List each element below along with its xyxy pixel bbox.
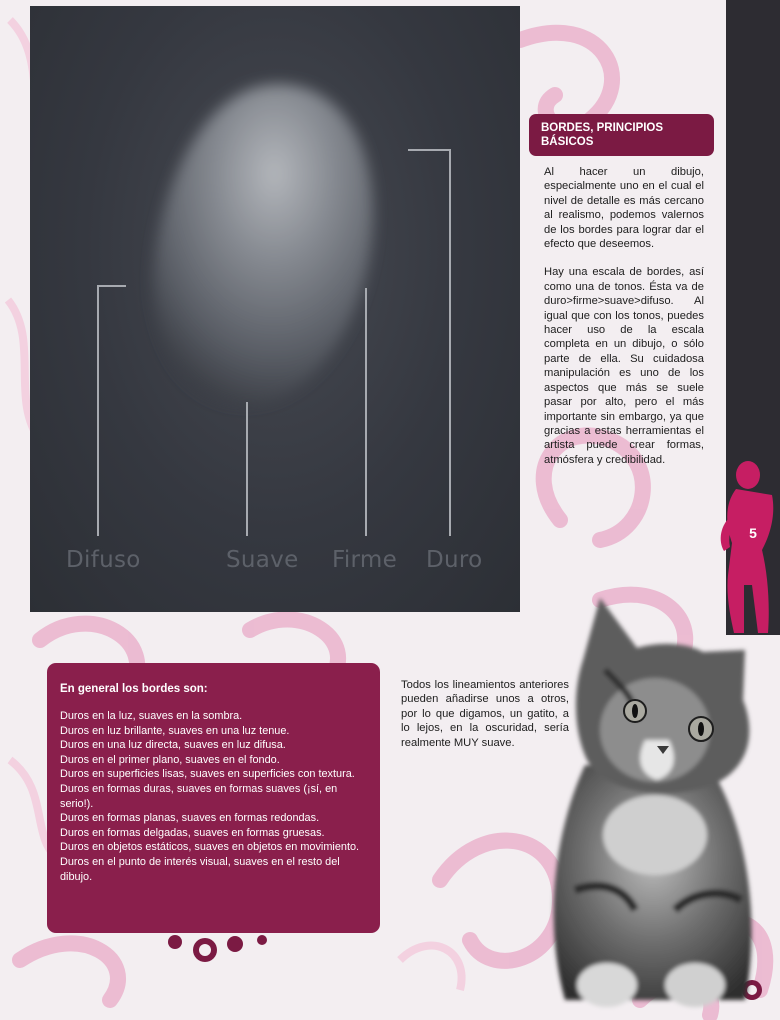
sidebar-body	[544, 165, 704, 481]
edge-label-difuso: Difuso	[66, 547, 141, 573]
list-item: Duros en formas duras, suaves en formas suaves (¡sí, en serio!).	[60, 782, 338, 810]
egg-shape	[153, 84, 373, 404]
kitten-caption: Todos los lineamientos anteriores pueden añadirse unos a otros, por lo que digamos, un gatito, a lo lejos, en la oscuridad, sería realmente MUY suave.	[401, 679, 569, 749]
page-number: 5	[749, 525, 757, 541]
list-item: Duros en superficies lisas, suaves en superficies con textura.	[60, 768, 355, 781]
list-item: Duros en una luz directa, suaves en luz difusa.	[60, 739, 286, 752]
duro-marker-line	[408, 150, 450, 536]
kitten-illustration-icon	[545, 590, 780, 1015]
list-item: Duros en luz brillante, suaves en una luz tenue.	[60, 724, 290, 737]
edge-label-firme: Firme	[332, 547, 398, 573]
edges-list-box	[47, 663, 380, 933]
list-item: Duros en formas planas, suaves en formas redondas.	[60, 812, 320, 825]
egg-drawing	[30, 6, 520, 612]
list-item: Duros en el primer plano, suaves en el fondo.	[60, 753, 280, 766]
list-item: Duros en la luz, suaves en la sombra.	[60, 710, 243, 722]
sidebar-paragraph-2: Hay una escala de bordes, así como una de tonos. Ésta va de duro>firme>suave>difuso. Al igual que con los tonos, puedes hacer uso de la escala completa en un dibujo, o sólo parte de ella. Su cuidadosa manipulación es uno de los aspectos que más se suele pasar por alto, pero el más importante sin embargo, ya que gracias a estas herramientas el artista puede crear formas, atmósfera y credibilidad.	[544, 266, 704, 466]
egg-edges-illustration	[30, 6, 520, 612]
section-heading: BORDES, PRINCIPIOS BÁSICOS	[529, 114, 714, 156]
difuso-marker-line	[98, 286, 126, 536]
list-item: Duros en objetos estáticos, suaves en objetos en movimiento.	[60, 841, 360, 854]
list-item: Duros en el punto de interés visual, suaves en el resto del dibujo.	[60, 855, 340, 883]
list-title: En general los bordes son:	[60, 683, 208, 695]
edge-label-duro: Duro	[426, 547, 483, 573]
edge-label-suave: Suave	[226, 547, 299, 573]
list-item: Duros en formas delgadas, suaves en formas gruesas.	[60, 826, 325, 839]
sidebar-paragraph-1: Al hacer un dibujo, especialmente uno en el cual el nivel de detalle es más cercano al realismo, podemos valernos de los bordes para lograr dar el efecto que deseemos.	[544, 166, 704, 251]
